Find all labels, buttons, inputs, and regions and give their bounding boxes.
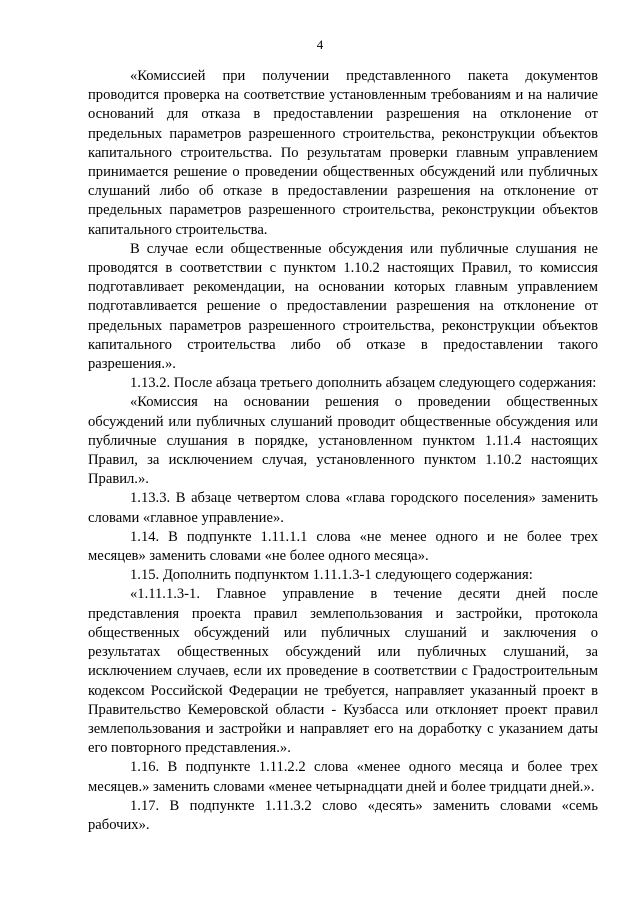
paragraph-1-15: 1.15. Дополнить подпунктом 1.11.1.3-1 следующего содержания: bbox=[130, 567, 533, 584]
paragraph-1-13-2: 1.13.2. После абзаца третьего дополнить абзацем следующего содержания: bbox=[130, 375, 597, 392]
paragraph-1-13-3: 1.13.3. В абзаце четвертом слова «глава городского поселения» заменить словами «главное управление». bbox=[88, 490, 598, 526]
paragraph-no-hearings-case: В случае если общественные обсуждения или публичные слушания не проводятся в соответствии с пунктом 1.10.2 настоящих Правил, то комиссия подготавливает рекомендации, на основании которых главным управлением подготавливается решение о предоставлении разрешения на отклонение от предельных параметров разрешенного строительства, реконструкции объектов капитального строительства либо об отказе в предоставлении такого разрешения.». bbox=[88, 240, 598, 373]
document-body bbox=[88, 67, 598, 835]
paragraph-1-14: 1.14. В подпункте 1.11.1.1 слова «не менее одного и не более трех месяцев» заменить словами «не более одного месяца». bbox=[88, 528, 598, 565]
paragraph-1-16: 1.16. В подпункте 1.11.2.2 слова «менее одного месяца и более трех месяцев.» заменить словами «менее четырнадцати дней и более тридцати дней.». bbox=[88, 759, 598, 795]
paragraph-commission-check: «Комиссией при получении представленного пакета документов проводится проверка на соответствие установленным требованиям и на наличие оснований для отказа в предоставлении разрешения на отклонение от предельных параметров разрешенного строительства, реконструкции объектов капитального строительства. По результатам проверки главным управлением принимается решение о проведении общественных обсуждений или публичных слушаний либо об отказе в предоставлении разрешения на отклонение от предельных параметров разрешенного строительства, реконструкции объектов капитального строительства. bbox=[88, 68, 598, 238]
paragraph-1-17: 1.17. В подпункте 1.11.3.2 слово «десять» заменить словами «семь рабочих». bbox=[88, 797, 598, 833]
paragraph-commission-hearings: «Комиссия на основании решения о проведении общественных обсуждений или публичных слушаний проводит общественные обсуждения или публичные слушания в порядке, установленном пунктом 1.11.4 настоящих Правил, за исключением случая, установленного пунктом 1.10.2 настоящих Правил.». bbox=[88, 394, 598, 488]
paragraph-1-11-1-3-1: «1.11.1.3-1. Главное управление в течение десяти дней после представления проекта правил землепользования и застройки, протокола общественных обсуждений или публичных слушаний и заключения о результатах общественных обсуждений или публичных слушаний, за исключением случаев, если их проведение в соответствии с Градостроительным кодексом Российской Федерации не требуется, направляет указанный проект в Правительство Кемеровской области - Кузбасса или отклоняет проект правил землепользования и застройки и направляет его на доработку с указанием даты его повторного представления.». bbox=[88, 586, 598, 757]
page-number: 4 bbox=[316, 37, 324, 52]
